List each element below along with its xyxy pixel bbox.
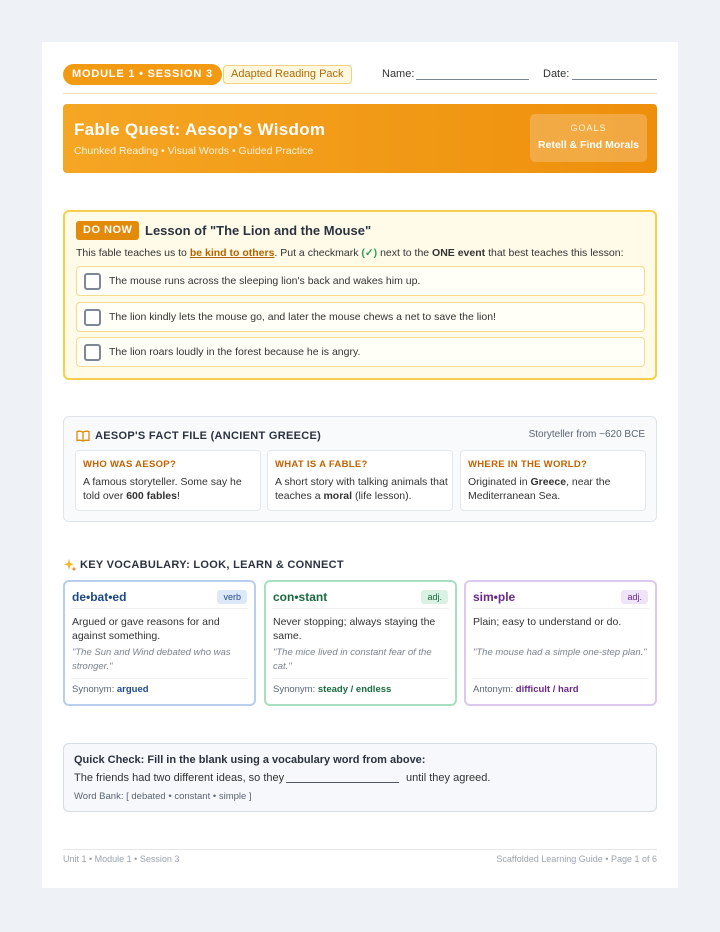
instruction-text: next to the (377, 247, 433, 259)
worksheet-page (42, 42, 678, 888)
pack-badge: Adapted Reading Pack (223, 65, 352, 84)
relation-value: argued (116, 684, 149, 695)
vocab-definition: Never stopping; always staying the same. (273, 616, 436, 642)
vocab-relation (273, 684, 391, 695)
sparkle-icon (63, 558, 77, 572)
quick-check-sentence-end: until they agreed. (406, 772, 491, 784)
do-now-title: Lesson of "The Lion and the Mouse" (145, 223, 372, 238)
vocab-definition: Argued or gave reasons for and against something. (72, 616, 220, 642)
module-badge: MODULE 1 • SESSION 3 (63, 64, 222, 85)
checkbox[interactable] (84, 273, 101, 290)
name-label: Name: (382, 68, 415, 80)
goals-text: Retell & Find Morals (538, 139, 639, 151)
instruction-highlight: be kind to others (189, 247, 275, 259)
fact-text: A famous storyteller. Some say he told over (83, 476, 242, 502)
date-label: Date: (543, 68, 570, 80)
checkbox[interactable] (84, 309, 101, 326)
word-bank: Word Bank: [ debated • constant • simple ] (74, 791, 252, 802)
fact-file-section (63, 416, 657, 522)
fact-file-title: AESOP'S FACT FILE (ANCIENT GREECE) (95, 430, 322, 442)
fact-bold: moral (323, 490, 353, 502)
fact-card (460, 450, 646, 511)
quick-check-section (63, 743, 657, 812)
vocab-example: "The mouse had a simple one-step plan." (473, 647, 647, 658)
fact-bold: 600 fables (126, 490, 177, 502)
fact-text: Originated in (468, 476, 531, 488)
fact-file-meta: Storyteller from ~620 BCE (528, 429, 645, 440)
instruction-text: . Put a checkmark (274, 247, 362, 259)
fact-card-heading: WHAT IS A FABLE? (275, 459, 368, 470)
instruction-text: that best teaches this lesson: (485, 247, 624, 259)
vocab-definition: Plain; easy to understand or do. (473, 616, 622, 628)
fact-card-text (468, 475, 642, 503)
divider (472, 678, 649, 679)
name-field[interactable] (416, 79, 529, 80)
book-icon (76, 430, 90, 442)
date-field[interactable] (572, 79, 657, 80)
vocab-example: "The Sun and Wind debated who was stronger." (72, 647, 231, 672)
divider (272, 678, 449, 679)
divider (71, 608, 248, 609)
option-text: The lion roars loudly in the forest because he is angry. (109, 346, 361, 358)
checkmark-symbol: (✓) (361, 247, 378, 259)
relation-label: Synonym: (72, 684, 117, 695)
vocab-relation (473, 684, 579, 695)
goals-label: GOALS (570, 123, 607, 133)
fact-text: ! (177, 490, 180, 502)
vocab-card-constant (264, 580, 457, 706)
divider (272, 608, 449, 609)
vocab-example: "The mice lived in constant fear of the cat." (273, 647, 432, 672)
part-of-speech-badge: verb (217, 590, 247, 604)
title-banner (63, 104, 657, 173)
page-subtitle: Chunked Reading • Visual Words • Guided Practice (74, 145, 314, 157)
answer-option[interactable] (76, 302, 645, 332)
fact-text: , near the Mediterranean Sea. (468, 476, 611, 502)
fact-text: (life lesson). (352, 490, 412, 502)
fact-card-heading: WHERE IN THE WORLD? (468, 459, 588, 470)
fact-card-text (275, 475, 449, 503)
relation-label: Synonym: (273, 684, 318, 695)
vocab-card-simple (464, 580, 657, 706)
vocabulary-title: KEY VOCABULARY: LOOK, LEARN & CONNECT (80, 559, 344, 571)
instruction-text: This fable teaches us to (76, 247, 190, 259)
vocab-word: de•bat•ed (72, 590, 127, 604)
page-title: Fable Quest: Aesop's Wisdom (74, 120, 326, 139)
checkbox[interactable] (84, 344, 101, 361)
footer-right: Scaffolded Learning Guide • Page 1 of 6 (496, 854, 657, 864)
fact-card (267, 450, 453, 511)
fact-bold: Greece (530, 476, 567, 488)
answer-option[interactable] (76, 337, 645, 367)
vocab-card-debated (63, 580, 256, 706)
do-now-badge: DO NOW (76, 221, 139, 240)
vocab-relation (72, 684, 149, 695)
goals-box (530, 114, 647, 162)
fact-card-heading: WHO WAS AESOP? (83, 459, 177, 470)
vocab-word: sim•ple (473, 590, 516, 604)
vocab-word: con•stant (273, 590, 328, 604)
do-now-section (63, 210, 657, 380)
divider (71, 678, 248, 679)
fact-card (75, 450, 261, 511)
quick-check-sentence-start: The friends had two different ideas, so they (74, 772, 285, 784)
part-of-speech-badge: adj. (421, 590, 448, 604)
answer-option[interactable] (76, 266, 645, 296)
relation-value: difficult / hard (515, 684, 579, 695)
footer-left: Unit 1 • Module 1 • Session 3 (63, 854, 180, 864)
do-now-instructions (76, 247, 624, 259)
instruction-bold: ONE event (432, 247, 486, 259)
quick-check-title: Quick Check: Fill in the blank using a vocabulary word from above: (74, 754, 426, 766)
relation-label: Antonym: (473, 684, 516, 695)
footer-divider (63, 849, 657, 850)
relation-value: steady / endless (317, 684, 392, 695)
option-text: The mouse runs across the sleeping lion's back and wakes him up. (109, 275, 421, 287)
fill-in-blank[interactable] (286, 782, 399, 783)
fact-text: A short story with talking animals that teaches a (275, 476, 448, 502)
part-of-speech-badge: adj. (621, 590, 648, 604)
divider (472, 608, 649, 609)
worksheet-header (63, 64, 657, 94)
fact-card-text (83, 475, 257, 503)
option-text: The lion kindly lets the mouse go, and later the mouse chews a net to save the lion! (109, 311, 496, 323)
